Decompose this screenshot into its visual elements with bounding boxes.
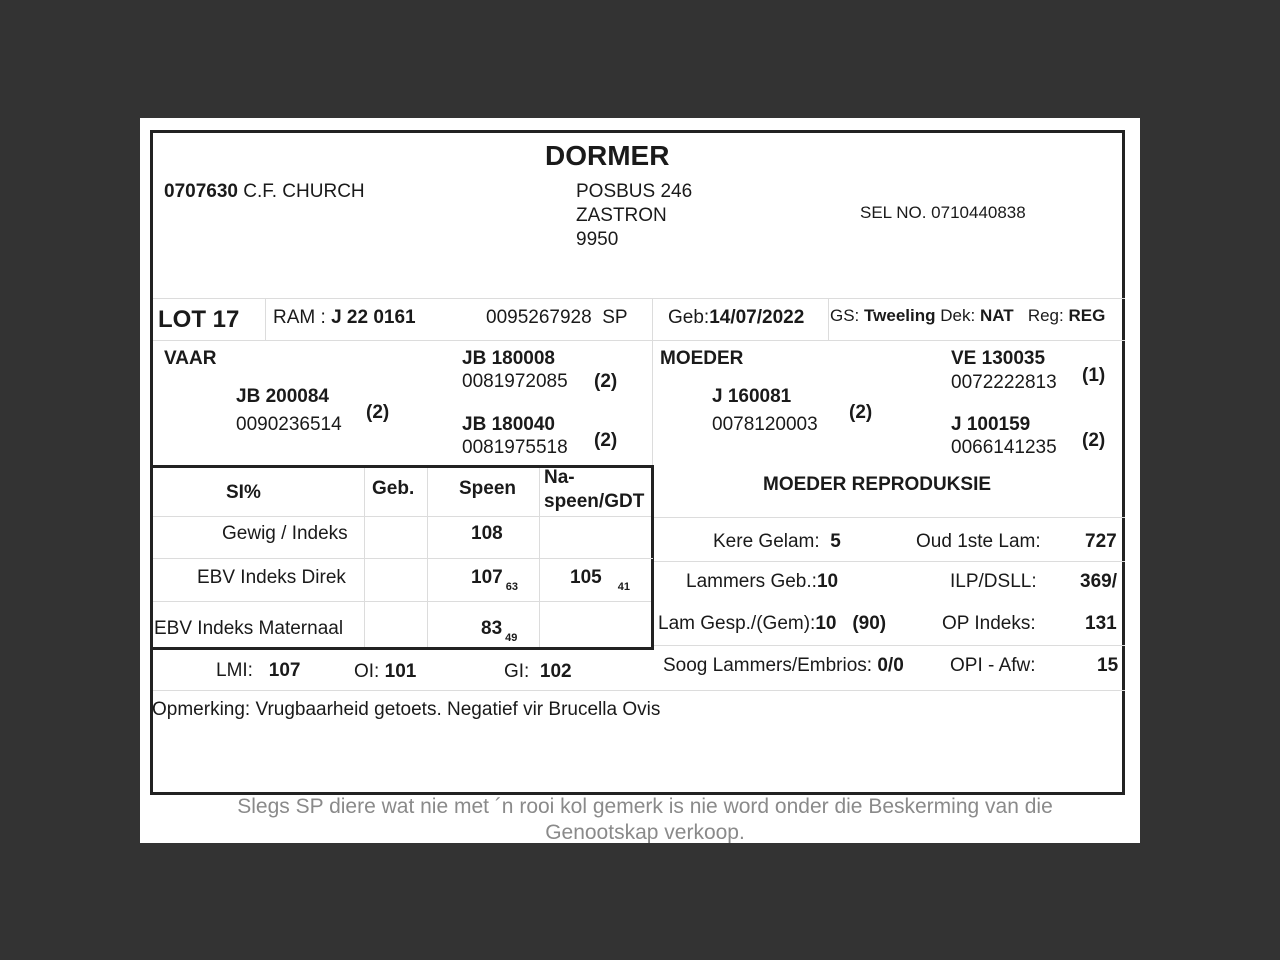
address-line3: 9950 bbox=[576, 229, 619, 250]
lammers-value: 10 bbox=[816, 571, 839, 592]
vaar-number: 0090236514 bbox=[236, 414, 342, 435]
moeder-id: J 160081 bbox=[712, 386, 792, 407]
breeder-name: C.F. CHURCH bbox=[243, 181, 365, 202]
geb-header: Geb. bbox=[372, 478, 415, 499]
row-gewig-speen: 108 bbox=[471, 523, 503, 544]
moeder-sire-number: 0072222813 bbox=[951, 372, 1057, 393]
oud-label: Oud 1ste Lam: bbox=[916, 531, 1041, 552]
direk-speen-sub: 63 bbox=[505, 581, 518, 593]
vaar-dam-mark: (2) bbox=[594, 430, 618, 451]
maternaal-speen-sub: 49 bbox=[505, 632, 518, 644]
breeder-line bbox=[164, 182, 365, 201]
divider bbox=[153, 690, 1125, 691]
birth-date bbox=[668, 308, 804, 327]
divider bbox=[828, 298, 829, 340]
card-border bbox=[150, 130, 1125, 795]
direk-naspeen-value: 105 bbox=[570, 567, 602, 588]
gs-value: Tweeling bbox=[864, 306, 936, 325]
oi-value: 101 bbox=[384, 661, 417, 682]
divider bbox=[652, 561, 1125, 562]
si-header: SI% bbox=[226, 482, 261, 503]
lamgesp-label: Lam Gesp./(Gem): bbox=[658, 613, 816, 634]
si-table-border bbox=[153, 647, 653, 650]
vaar-label: VAAR bbox=[164, 348, 217, 369]
vaar-sire-number: 0081972085 bbox=[462, 371, 568, 392]
ilp-label: ILP/DSLL: bbox=[950, 571, 1037, 592]
vaar-sire-id: JB 180008 bbox=[462, 348, 555, 369]
lamgesp-gem: (90) bbox=[852, 613, 887, 634]
speen-header: Speen bbox=[459, 478, 517, 499]
ilp-value: 369/ bbox=[1080, 571, 1117, 592]
dek-label: Dek: bbox=[940, 306, 976, 325]
lamgesp-value: 10 bbox=[815, 613, 837, 634]
breeder-code: 0707630 bbox=[164, 181, 238, 202]
vaar-mark: (2) bbox=[366, 402, 390, 423]
moeder-mark: (2) bbox=[849, 402, 873, 423]
lmi-value: 107 bbox=[268, 660, 301, 681]
opi-value: 15 bbox=[1097, 655, 1119, 676]
divider bbox=[652, 645, 1125, 646]
soog-value: 0/0 bbox=[877, 655, 904, 676]
reg-number bbox=[486, 308, 628, 327]
divider bbox=[652, 517, 1125, 518]
vaar-dam-id: JB 180040 bbox=[462, 414, 555, 435]
row-maternaal-speen bbox=[481, 618, 518, 644]
oi-label: OI: bbox=[354, 661, 380, 682]
naspeen-header-2: speen/GDT bbox=[544, 491, 645, 512]
kere-gelam bbox=[713, 532, 841, 551]
opmerking: Opmerking: Vrugbaarheid getoets. Negatief vir Brucella Ovis bbox=[152, 699, 661, 720]
row-direk-speen bbox=[471, 567, 518, 593]
reg-label: Reg: bbox=[1027, 306, 1064, 325]
lammers-label: Lammers Geb.: bbox=[686, 571, 817, 592]
opi-label: OPI - Afw: bbox=[950, 655, 1036, 676]
ram-label: RAM : bbox=[273, 307, 326, 328]
moeder-label: MOEDER bbox=[660, 348, 744, 369]
direk-naspeen-sub: 41 bbox=[617, 581, 630, 593]
sp-status: SP bbox=[602, 307, 628, 328]
breed-title: DORMER bbox=[545, 140, 670, 171]
lam-gesp bbox=[658, 614, 886, 633]
reg-value: REG bbox=[1068, 306, 1106, 325]
moeder-dam-id: J 100159 bbox=[951, 414, 1031, 435]
moeder-number: 0078120003 bbox=[712, 414, 818, 435]
divider bbox=[153, 298, 1125, 299]
geb-label: Geb: bbox=[668, 307, 710, 328]
maternaal-speen-value: 83 bbox=[481, 618, 503, 639]
direk-speen-value: 107 bbox=[471, 567, 503, 588]
address-line2: ZASTRON bbox=[576, 205, 667, 226]
lmi-label: LMI: bbox=[216, 660, 253, 681]
divider bbox=[153, 601, 653, 602]
soog-lammers bbox=[663, 656, 904, 675]
row-gewig-label: Gewig / Indeks bbox=[222, 523, 348, 544]
oud-value: 727 bbox=[1085, 531, 1117, 552]
oi bbox=[354, 662, 416, 681]
row-direk-label: EBV Indeks Direk bbox=[197, 567, 346, 588]
vaar-id: JB 200084 bbox=[236, 386, 329, 407]
ram-id: J 22 0161 bbox=[331, 307, 416, 328]
op-label: OP Indeks: bbox=[942, 613, 1036, 634]
vaar-sire-mark: (2) bbox=[594, 371, 618, 392]
vaar-dam-number: 0081975518 bbox=[462, 437, 568, 458]
registration-number: 0095267928 bbox=[486, 307, 592, 328]
moeder-dam-mark: (2) bbox=[1082, 430, 1106, 451]
lot-number: LOT 17 bbox=[158, 306, 240, 333]
lmi bbox=[216, 661, 301, 680]
row-maternaal-label: EBV Indeks Maternaal bbox=[154, 618, 344, 639]
reproduksie-title: MOEDER REPRODUKSIE bbox=[763, 474, 992, 495]
gi-label: GI: bbox=[504, 661, 530, 682]
dek-value: NAT bbox=[979, 306, 1014, 325]
kere-value: 5 bbox=[830, 531, 841, 552]
naspeen-header-1: Na- bbox=[544, 467, 575, 488]
geb-value: 14/07/2022 bbox=[709, 307, 805, 328]
op-value: 131 bbox=[1085, 613, 1117, 634]
divider bbox=[265, 298, 266, 340]
divider bbox=[153, 558, 653, 559]
gi bbox=[504, 662, 572, 681]
sel-no: SEL NO. 0710440838 bbox=[860, 203, 1026, 222]
ram-line bbox=[273, 308, 416, 327]
row-direk-naspeen bbox=[570, 567, 630, 593]
moeder-sire-id: VE 130035 bbox=[951, 348, 1046, 369]
lammers-geb bbox=[686, 572, 838, 591]
kere-label: Kere Gelam: bbox=[713, 531, 820, 552]
gs-label: GS: bbox=[830, 306, 860, 325]
gi-value: 102 bbox=[539, 661, 572, 682]
footer-note: Slegs SP diere wat nie met ´n rooi kol gemerk is nie word onder die Beskerming van die Genootskap verkoop. bbox=[237, 795, 1053, 843]
address-line1: POSBUS 246 bbox=[576, 181, 693, 202]
moeder-sire-mark: (1) bbox=[1082, 365, 1106, 386]
si-table-border bbox=[153, 465, 653, 468]
divider bbox=[153, 340, 1125, 341]
soog-label: Soog Lammers/Embrios: bbox=[663, 655, 873, 676]
lot-card bbox=[140, 118, 1140, 843]
divider bbox=[153, 516, 653, 517]
moeder-dam-number: 0066141235 bbox=[951, 437, 1057, 458]
gs-dek-reg bbox=[830, 307, 1105, 324]
